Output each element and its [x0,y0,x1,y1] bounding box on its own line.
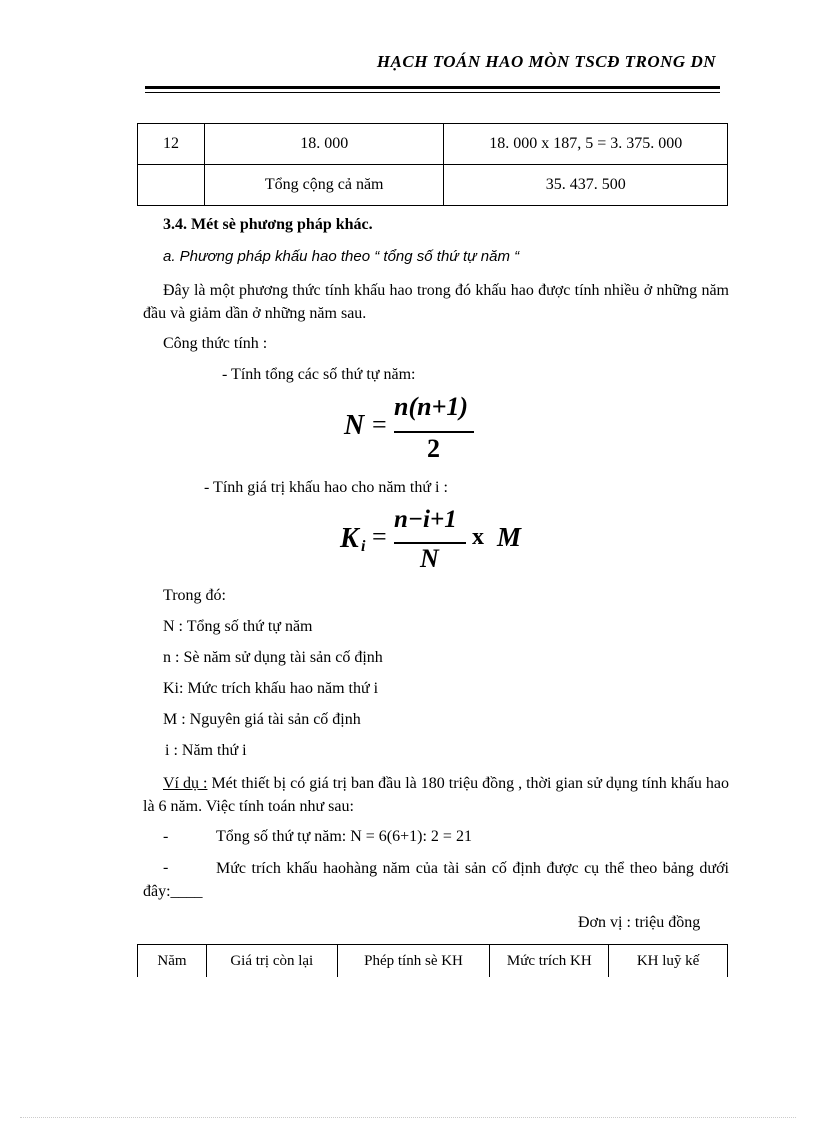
formula2-subscript: i [361,538,366,555]
column-header: Mức trích KH [490,945,609,978]
header-rule-thin [145,92,720,93]
page-bottom-dotted-line [20,1117,796,1118]
section-heading: 3.4. Mét sè phương pháp khác. [163,216,373,233]
bullet-text: Mức trích khấu haohàng năm của tài sản cố định được cụ thể theo bảng dưới đây:____ [143,860,729,900]
bullet-text: Tổng số thứ tự năm: N = 6(6+1): 2 = 21 [216,828,472,845]
column-header: Năm [138,945,207,978]
unit-note: Đơn vị : triệu đồng [578,914,701,931]
table-row [138,165,728,206]
definition-item: M : Nguyên giá tài sản cố định [163,711,361,728]
bullet-dash: - [163,859,169,876]
example-label: Ví dụ : [163,775,208,792]
table-row [138,124,728,165]
definition-item: N : Tổng số thứ tự năm [163,618,313,635]
table-cell: Tổng cộng cả năm [204,165,444,206]
table-cell: 18. 000 x 187, 5 = 3. 375. 000 [444,124,728,165]
definition-item: i : Năm thứ i [165,742,247,759]
formula2-rhs: M [497,522,522,552]
intro-paragraph: Đây là một phương thức tính khấu hao trong đó khấu hao được tính nhiều ở những năm đầu và giảm dần ở những năm sau. [143,282,729,322]
table-cell [138,165,205,206]
formula1-eq: = [372,410,387,439]
definition-item: Ki: Mức trích khấu hao năm thứ i [163,680,379,697]
section-subheading: a. Phương pháp khấu hao theo “ tổng số thứ tự năm “ [163,248,520,265]
table-header-row [138,945,728,978]
column-header: Phép tính sè KH [337,945,490,978]
step-2-text: - Tính giá trị khấu hao cho năm thứ i : [204,479,448,496]
header-rule-thick [145,86,720,89]
table-cell: 35. 437. 500 [444,165,728,206]
formula2-eq: = [372,522,387,551]
formula1-denominator: 2 [427,434,440,463]
example-text: Mét thiết bị có giá trị ban đầu là 180 triệu đồng , thời gian sử dụng tính khấu hao là 6 năm. Việc tính toán như sau: [143,775,729,815]
formula2-denominator: N [420,544,439,573]
page-header-title: HẠCH TOÁN HAO MÒN TSCĐ TRONG DN [376,52,716,71]
formula1-lhs: N [344,410,365,441]
formula-label: Công thức tính : [163,335,268,352]
column-header: KH luỹ kế [609,945,728,978]
formula1-numerator: n(n+1) [394,392,469,421]
formula2-times: x [472,524,484,550]
table-cell: 18. 000 [204,124,444,165]
table-cell: 12 [138,124,205,165]
column-header: Giá trị còn lại [206,945,337,978]
definition-item: n : Sè năm sử dụng tài sản cố định [163,649,383,666]
formula2-numerator: n−i+1 [394,506,457,533]
example-paragraph [143,772,729,818]
depreciation-table-end [137,123,728,206]
bullet-dash: - [163,828,169,845]
formula1-fraction-bar [394,431,474,433]
step-1-text: - Tính tổng các số thứ tự năm: [222,366,416,383]
formula2-lhs: K [340,523,359,554]
depreciation-schedule-table [137,944,728,977]
where-label: Trong đó: [163,587,226,604]
